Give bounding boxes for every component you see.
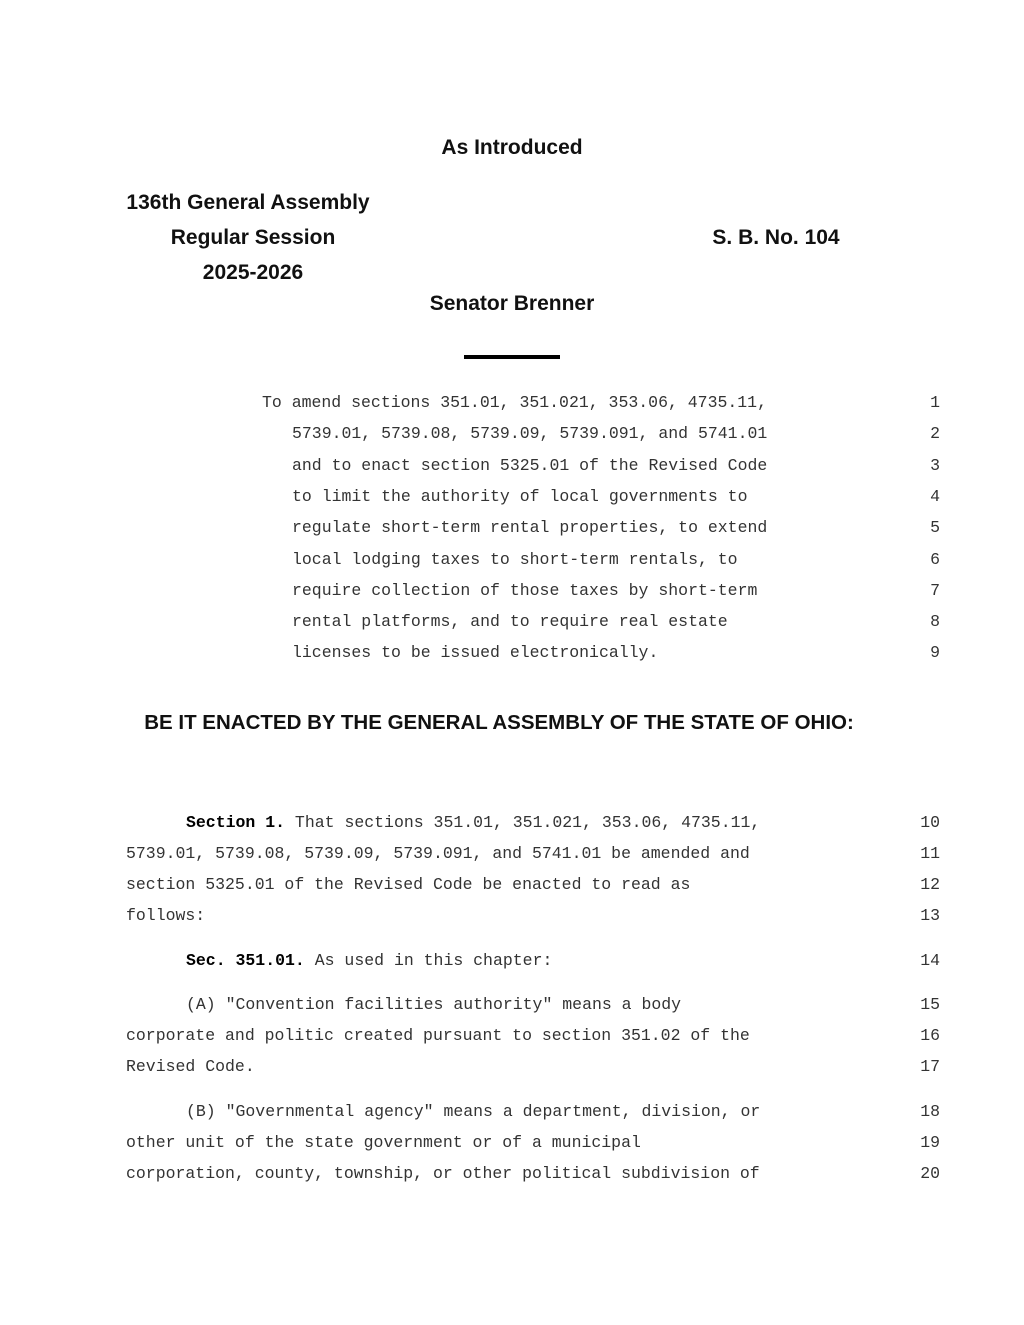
enacting-clause: BE IT ENACTED BY THE GENERAL ASSEMBLY OF THE STATE OF OHIO: — [144, 711, 854, 734]
line-number: 1 — [930, 393, 940, 412]
title-line: To amend sections 351.01, 351.021, 353.06, 4735.11, — [262, 393, 767, 412]
body-line: Revised Code. — [126, 1057, 255, 1076]
line-number: 17 — [920, 1057, 940, 1076]
body-line: other unit of the state government or of a municipal — [126, 1133, 641, 1152]
title-line: 5739.01, 5739.08, 5739.09, 5739.091, and 5741.01 — [292, 424, 768, 444]
line-number: 13 — [920, 906, 940, 925]
session-name: Regular Session — [170, 226, 336, 249]
line-number: 12 — [920, 875, 940, 894]
title-line: local lodging taxes to short-term rentals, to — [292, 549, 738, 569]
general-assembly: 136th General Assembly — [126, 191, 370, 214]
bill-number: S. B. No. 104 — [712, 226, 840, 249]
title-line: regulate short-term rental properties, to extend — [292, 518, 768, 538]
session-years: 2025-2026 — [202, 261, 304, 284]
line-number: 8 — [930, 612, 940, 632]
body-line: 5739.01, 5739.08, 5739.09, 5739.091, and 5741.01 be amended and — [126, 844, 750, 863]
line-number: 7 — [930, 580, 940, 600]
section-text: That sections 351.01, 351.021, 353.06, 4735.11, — [285, 813, 761, 832]
sec-text: As used in this chapter: — [304, 951, 553, 970]
line-number: 11 — [920, 844, 940, 863]
document-status: As Introduced — [441, 136, 583, 159]
title-line: licenses to be issued electronically. — [292, 643, 659, 663]
sec-label: Sec. 351.01. — [186, 951, 305, 970]
line-number: 16 — [920, 1026, 940, 1045]
line-number: 5 — [930, 518, 940, 538]
line-number: 9 — [930, 643, 940, 663]
sec-351-01-line — [186, 951, 552, 970]
line-number: 20 — [920, 1164, 940, 1183]
body-line: follows: — [126, 906, 206, 925]
line-number: 2 — [930, 424, 940, 444]
line-number: 6 — [930, 549, 940, 569]
body-line: section 5325.01 of the Revised Code be enacted to read as — [126, 875, 691, 894]
line-number: 18 — [920, 1102, 940, 1121]
body-line: corporation, county, township, or other political subdivision of — [126, 1164, 760, 1183]
title-line: require collection of those taxes by short-term — [292, 580, 758, 600]
line-number: 14 — [920, 951, 940, 970]
line-number: 15 — [920, 995, 940, 1014]
body-line: corporate and politic created pursuant to section 351.02 of the — [126, 1026, 750, 1045]
title-divider — [464, 355, 560, 359]
sponsor: Senator Brenner — [429, 292, 595, 315]
body-line: (B) "Governmental agency" means a department, division, or — [186, 1102, 761, 1121]
section-1-line — [186, 813, 760, 832]
title-line: and to enact section 5325.01 of the Revised Code — [292, 455, 768, 475]
line-number: 19 — [920, 1133, 940, 1152]
line-number: 4 — [930, 486, 940, 506]
body-line: (A) "Convention facilities authority" means a body — [186, 995, 682, 1014]
line-number: 3 — [930, 455, 940, 475]
title-line: rental platforms, and to require real estate — [292, 612, 728, 632]
title-line: to limit the authority of local governments to — [292, 486, 748, 506]
section-label: Section 1. — [186, 813, 286, 832]
line-number: 10 — [920, 813, 940, 832]
